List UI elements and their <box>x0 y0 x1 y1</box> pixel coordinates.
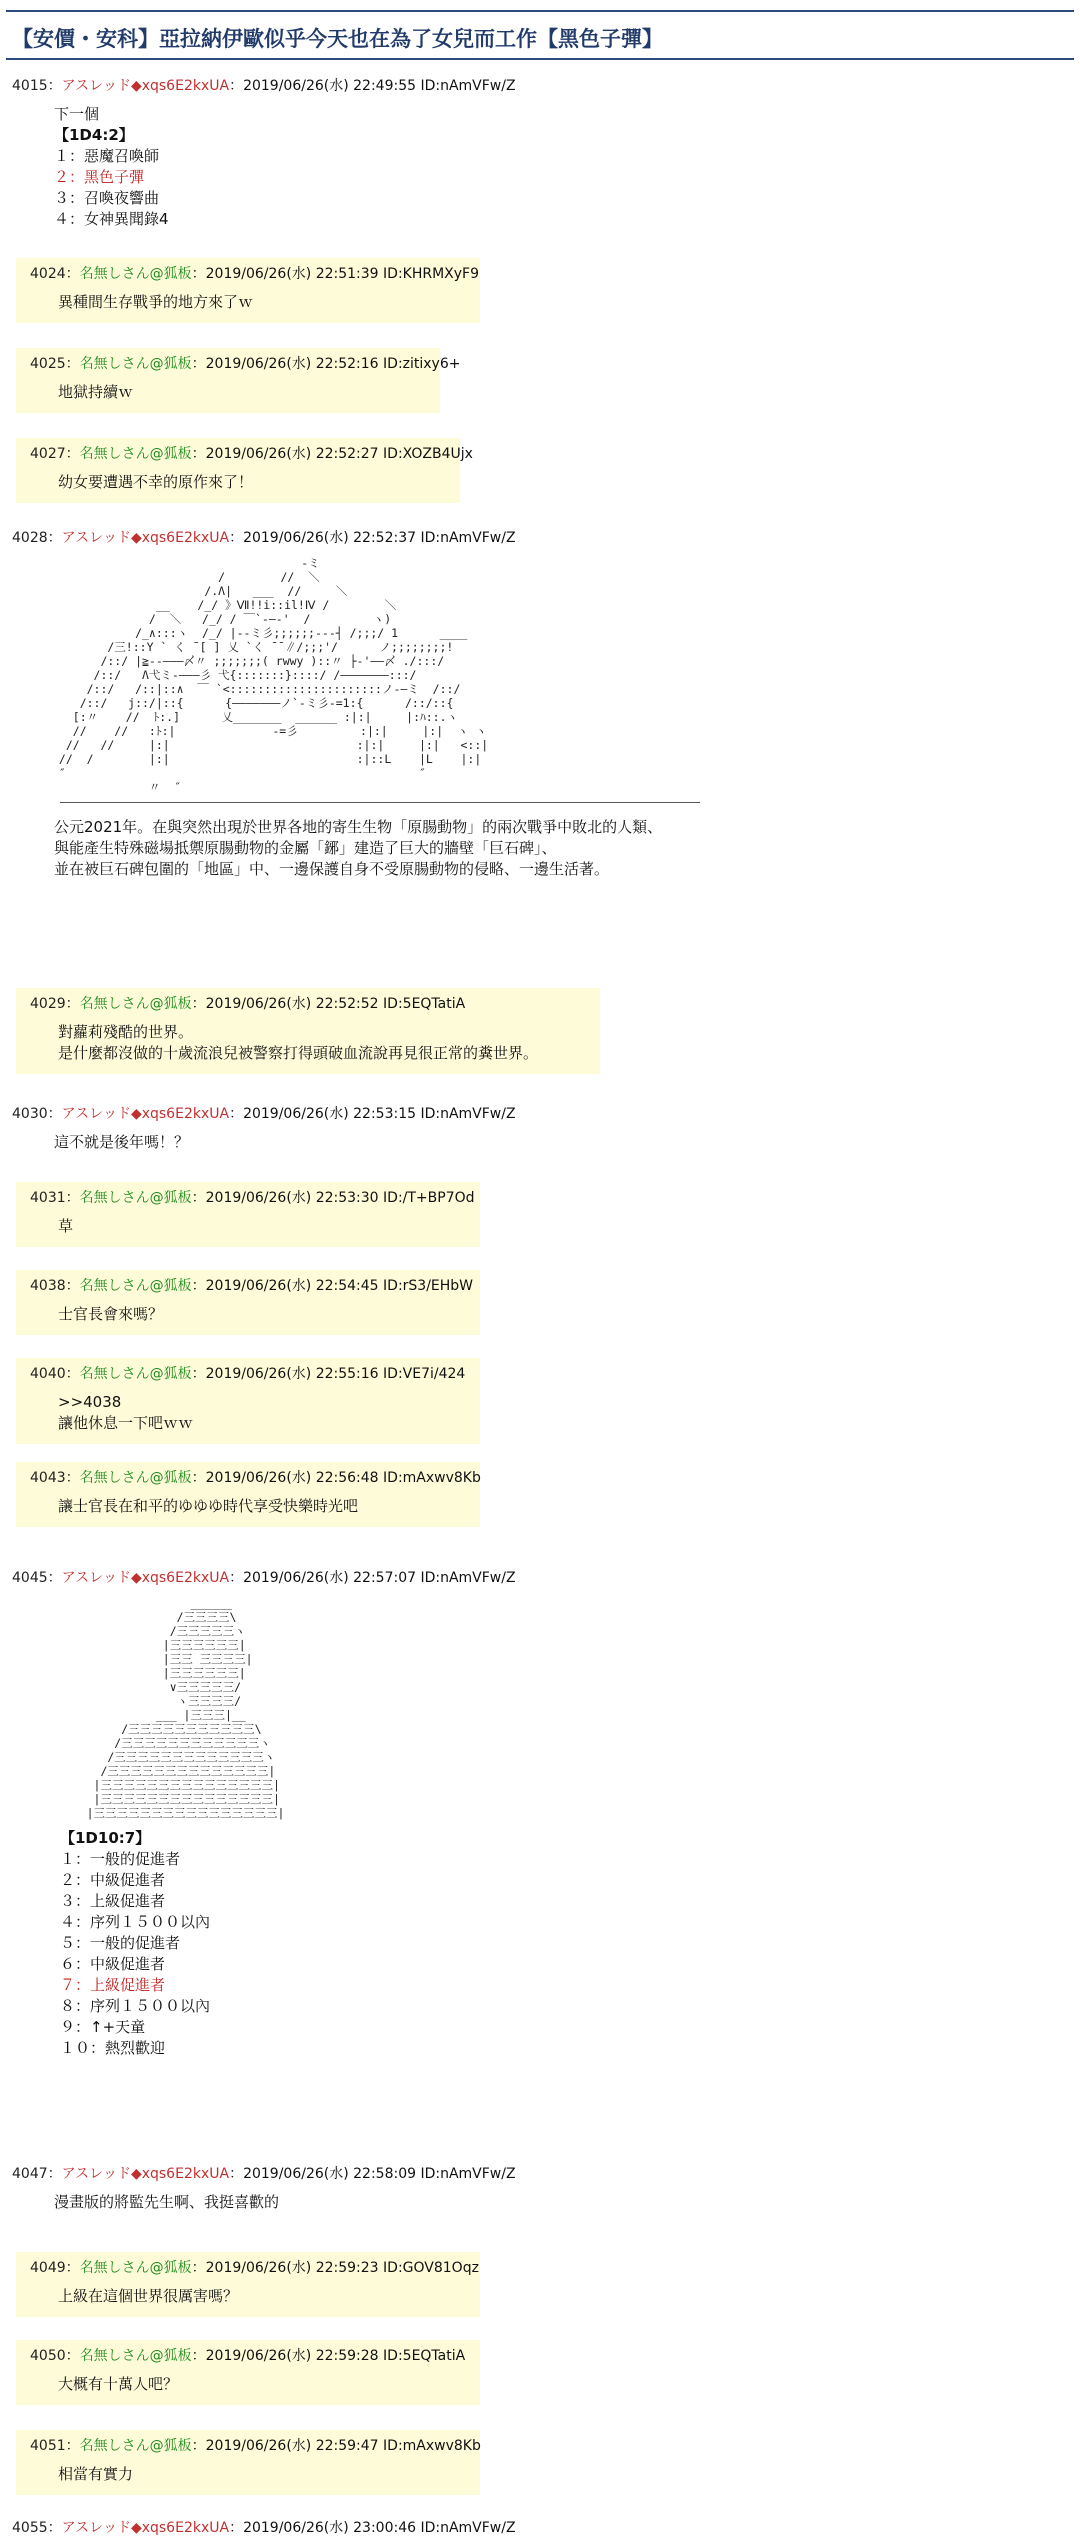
post-header: 4029：名無しさん@狐板：2019/06/26(水) 22:52:52 ID:5EQTatiA <box>30 996 466 1012</box>
post-number[interactable]: 4015 <box>12 78 48 94</box>
post-body <box>30 374 430 403</box>
post-body <box>12 1820 516 2059</box>
post-header: 4015：アスレッド◆xqs6E2kxUA：2019/06/26(水) 22:49:55 ID:nAmVFw/Z <box>12 78 516 94</box>
post-date: 2019/06/26(水) 22:59:23 ID:GOV81Oqz <box>205 2260 479 2276</box>
post-number[interactable]: 4030 <box>12 1106 48 1122</box>
post-date: 2019/06/26(水) 22:53:15 ID:nAmVFw/Z <box>243 1106 516 1122</box>
poster-name: アスレッド <box>61 2520 131 2536</box>
post-date: 2019/06/26(水) 22:51:39 ID:KHRMXyF9 <box>205 266 480 282</box>
poster-name: アスレッド <box>61 78 131 94</box>
post-line: ３：召喚夜響曲 <box>54 189 160 207</box>
post <box>12 76 516 230</box>
poster-name: 名無しさん@狐板 <box>79 356 192 372</box>
post-date: 2019/06/26(水) 22:53:30 ID:/T+BP7Od <box>205 1190 475 1206</box>
post-body <box>12 1124 516 1153</box>
poster-name: 名無しさん@狐板 <box>79 996 192 1012</box>
post-line: 並在被巨石碑包圍的「地區」中、一邊保護自身不受原腸動物的侵略、一邊生活著。 <box>54 860 610 878</box>
ascii-art-monster: ‐ミ / // ＼ /.Λ| ___ // ＼ __ /_/ 》Ⅶ!!i::il!Ⅳ / ＼ / ＼ /_/ / ￣`-―-' / ヽ) /_∧:::ヽ /_/ |--ミ彡;;;;;;--‐┤ /;;;/ 1 ____ /三!::Y ` く ̄ [ ] 乂 `く ̄ ̄ ∥/;;;'/ ノ;;;;;;;;! /::/ |≧-‐―――〆〃 ;;;;;;;( rwwy )::〃 ├‐'――〆 ./:::/ /::/ Λ弋ミ‐―――彡 弋{:::::::}::::/ /―――――――:::/ /::/ /::|::∧ ￣ `<::::::::::::::::::::::ノ‐―ミ /::/ /::/ j::/|::{ {―――――――ノ`‐ミ彡‐=1:{ /::/::{ [:〃 // ﾄ:.] 乂_______ ______ :|:| |:ﾊ::.ヽ // // :ﾄ:| ‐=彡 :|:| |:| ヽ ヽ // // |:| :|:| |:| <::| // / |:| :|::L |L |:| ″ ″ 〃 ″ <box>58 556 489 794</box>
tripcode: ◆xqs6E2kxUA <box>130 530 230 546</box>
post-number[interactable]: 4027 <box>30 446 66 462</box>
post <box>16 1182 480 1247</box>
poster-name: アスレッド <box>61 1570 131 1586</box>
tripcode: ◆xqs6E2kxUA <box>130 2166 230 2182</box>
post-body <box>12 2184 516 2213</box>
post-number[interactable]: 4051 <box>30 2438 66 2454</box>
post-header: 4024：名無しさん@狐板：2019/06/26(水) 22:51:39 ID:KHRMXyF9 <box>30 266 480 282</box>
post-line: ９：↑+天童 <box>60 2018 146 2036</box>
post-number[interactable]: 4045 <box>12 1570 48 1586</box>
post <box>16 348 461 413</box>
post <box>12 528 700 880</box>
post-header: 4049：名無しさん@狐板：2019/06/26(水) 22:59:23 ID:GOV81Oqz <box>30 2260 479 2276</box>
post-line: 地獄持續ｗ <box>58 383 134 401</box>
poster-name: 名無しさん@狐板 <box>79 1366 192 1382</box>
post-line: １０：熱烈歡迎 <box>60 2039 166 2057</box>
divider <box>60 802 700 803</box>
post <box>16 1462 480 1527</box>
post-line: ２：中級促進者 <box>60 1871 166 1889</box>
post-line: 下一個 <box>54 105 100 123</box>
post-line: 讓士官長在和平的ゆゆゆ時代享受快樂時光吧 <box>58 1497 359 1515</box>
post-line: 相當有實力 <box>58 2465 134 2483</box>
post-body <box>30 1384 470 1434</box>
post-date: 2019/06/26(水) 22:59:47 ID:mAxwv8Kb <box>205 2438 481 2454</box>
post-number[interactable]: 4043 <box>30 1470 66 1486</box>
post-line: 【1D4:2】 <box>54 126 134 144</box>
post-date: 2019/06/26(水) 22:54:45 ID:rS3/EHbW <box>205 1278 474 1294</box>
poster-name: 名無しさん@狐板 <box>79 1278 192 1294</box>
post-body <box>30 284 470 313</box>
post-number[interactable]: 4047 <box>12 2166 48 2182</box>
post-line: ８：序列１５００以內 <box>60 1997 211 2015</box>
post-date: 2019/06/26(水) 23:00:46 ID:nAmVFw/Z <box>243 2520 516 2536</box>
post-line: ５：一般的促進者 <box>60 1934 181 1952</box>
tripcode: ◆xqs6E2kxUA <box>130 1106 230 1122</box>
tripcode: ◆xqs6E2kxUA <box>130 1570 230 1586</box>
poster-name: アスレッド <box>61 530 131 546</box>
post-line: 大概有十萬人吧？ <box>58 2375 179 2393</box>
post-number[interactable]: 4031 <box>30 1190 66 1206</box>
post-body <box>30 2456 470 2485</box>
post-date: 2019/06/26(水) 22:59:28 ID:5EQTatiA <box>205 2348 466 2364</box>
post-line: 幼女要遭遇不幸的原作來了！ <box>58 473 254 491</box>
post <box>12 1104 516 1153</box>
poster-name: 名無しさん@狐板 <box>79 2260 192 2276</box>
post-line: ７：上級促進者 <box>60 1976 166 1994</box>
post-header: 4045：アスレッド◆xqs6E2kxUA：2019/06/26(水) 22:57:07 ID:nAmVFw/Z <box>12 1570 516 1586</box>
post <box>12 2164 516 2213</box>
post-line: 讓他休息一下吧ｗｗ <box>58 1414 194 1432</box>
post-date: 2019/06/26(水) 22:56:48 ID:mAxwv8Kb <box>205 1470 481 1486</box>
post-header: 4025：名無しさん@狐板：2019/06/26(水) 22:52:16 ID:zitixy6+ <box>30 356 461 372</box>
post <box>16 1358 480 1444</box>
ascii-art-figure: ______ /三三三三\ /三三三三三ヽ |三三三三三三| |三三 三三三三| |三三三三三三| ∨三三三三三/ ヽ三三三三/ ___ |三三三|__ /三三三三三三三三三三三\ /三三三三三三三三三三三三ヽ /三三三三三三三三三三三三三ヽ /三三三三三三三三三三三三三三| |三三三三三三三三三三三三三三三| |三三三三三三三三三三三三三三三| |三三三三三三三三三三三三三三三三| <box>86 1596 285 1820</box>
poster-name: 名無しさん@狐板 <box>79 2348 192 2364</box>
post-date: 2019/06/26(水) 22:52:52 ID:5EQTatiA <box>205 996 466 1012</box>
post-number[interactable]: 4049 <box>30 2260 66 2276</box>
post-number[interactable]: 4050 <box>30 2348 66 2364</box>
post-header: 4050：名無しさん@狐板：2019/06/26(水) 22:59:28 ID:5EQTatiA <box>30 2348 466 2364</box>
tripcode: ◆xqs6E2kxUA <box>130 2520 230 2536</box>
post-number[interactable]: 4028 <box>12 530 48 546</box>
post-date: 2019/06/26(水) 22:57:07 ID:nAmVFw/Z <box>243 1570 516 1586</box>
tripcode: ◆xqs6E2kxUA <box>130 78 230 94</box>
post-number[interactable]: 4055 <box>12 2520 48 2536</box>
post-line: ６：中級促進者 <box>60 1955 166 1973</box>
post-number[interactable]: 4038 <box>30 1278 66 1294</box>
post <box>12 2518 516 2538</box>
post-line: 【1D10:7】 <box>60 1829 151 1847</box>
post-line: ３：上級促進者 <box>60 1892 166 1910</box>
post-body <box>30 1014 590 1064</box>
post-date: 2019/06/26(水) 22:52:16 ID:zitixy6+ <box>205 356 461 372</box>
post <box>16 438 473 503</box>
post <box>16 2430 480 2495</box>
post-number[interactable]: 4025 <box>30 356 66 372</box>
poster-name: 名無しさん@狐板 <box>79 2438 192 2454</box>
post-number[interactable]: 4040 <box>30 1366 66 1382</box>
post-date: 2019/06/26(水) 22:58:09 ID:nAmVFw/Z <box>243 2166 516 2182</box>
post <box>16 258 480 323</box>
post-line: 這不就是後年嗎！？ <box>54 1133 190 1151</box>
post-body <box>30 1208 470 1237</box>
post-header: 4040：名無しさん@狐板：2019/06/26(水) 22:55:16 ID:VE7i/424 <box>30 1366 466 1382</box>
post-header: 4028：アスレッド◆xqs6E2kxUA：2019/06/26(水) 22:52:37 ID:nAmVFw/Z <box>12 530 516 546</box>
post-line: 對蘿莉殘酷的世界。 <box>58 1023 194 1041</box>
post-line: １：惡魔召喚師 <box>54 147 160 165</box>
post-body <box>30 464 450 493</box>
post-header: 4055：アスレッド◆xqs6E2kxUA：2019/06/26(水) 23:00:46 ID:nAmVFw/Z <box>12 2520 516 2536</box>
post <box>16 1270 480 1335</box>
poster-name: アスレッド <box>61 2166 131 2182</box>
poster-name: アスレッド <box>61 1106 131 1122</box>
post-line: 漫畫版的將監先生啊、我挺喜歡的 <box>54 2193 280 2211</box>
post-header: 4051：名無しさん@狐板：2019/06/26(水) 22:59:47 ID:mAxwv8Kb <box>30 2438 481 2454</box>
post <box>16 2340 480 2405</box>
post-line: ２：黑色子彈 <box>54 168 145 186</box>
post-line: 上級在這個世界很厲害嗎？ <box>58 2287 239 2305</box>
post-body <box>30 1488 470 1517</box>
post-body <box>30 2366 470 2395</box>
post-body <box>12 96 516 230</box>
post-body <box>30 1296 470 1325</box>
post-line: 是什麼都沒做的十歲流浪兒被警察打得頭破血流說再見很正常的糞世界。 <box>58 1044 539 1062</box>
post-date: 2019/06/26(水) 22:55:16 ID:VE7i/424 <box>205 1366 466 1382</box>
post-line: １：一般的促進者 <box>60 1850 181 1868</box>
post-header: 4043：名無しさん@狐板：2019/06/26(水) 22:56:48 ID:mAxwv8Kb <box>30 1470 481 1486</box>
post-line: 與能產生特殊磁場抵禦原腸動物的金屬「鋣」建造了巨大的牆壁「巨石碑」、 <box>54 839 557 857</box>
post-header: 4027：名無しさん@狐板：2019/06/26(水) 22:52:27 ID:XOZB4Ujx <box>30 446 473 462</box>
post <box>16 988 600 1074</box>
post-body <box>12 809 700 880</box>
post-header: 4031：名無しさん@狐板：2019/06/26(水) 22:53:30 ID:/T+BP7Od <box>30 1190 475 1206</box>
poster-name: 名無しさん@狐板 <box>79 1190 192 1206</box>
poster-name: 名無しさん@狐板 <box>79 266 192 282</box>
post-line: >>4038 <box>58 1393 122 1411</box>
post-line: ４：女神異聞錄4 <box>54 210 169 228</box>
post-line: 公元2021年。在與突然出現於世界各地的寄生生物「原腸動物」的兩次戰爭中敗北的人類、 <box>54 818 663 836</box>
page-title: 【安價・安科】亞拉納伊歐似乎今天也在為了女兒而工作【黑色子彈】 <box>6 10 1074 60</box>
post-line: 士官長會來嗎？ <box>58 1305 164 1323</box>
post-header: 4030：アスレッド◆xqs6E2kxUA：2019/06/26(水) 22:53:15 ID:nAmVFw/Z <box>12 1106 516 1122</box>
poster-name: 名無しさん@狐板 <box>79 446 192 462</box>
post-date: 2019/06/26(水) 22:49:55 ID:nAmVFw/Z <box>243 78 516 94</box>
post-line: ４：序列１５００以內 <box>60 1913 211 1931</box>
post-number[interactable]: 4024 <box>30 266 66 282</box>
post-body <box>30 2278 470 2307</box>
post-line: 異種間生存戰爭的地方來了ｗ <box>58 293 254 311</box>
post-header: 4038：名無しさん@狐板：2019/06/26(水) 22:54:45 ID:rS3/EHbW <box>30 1278 474 1294</box>
post <box>16 2252 480 2317</box>
post-date: 2019/06/26(水) 22:52:27 ID:XOZB4Ujx <box>205 446 473 462</box>
poster-name: 名無しさん@狐板 <box>79 1470 192 1486</box>
post-date: 2019/06/26(水) 22:52:37 ID:nAmVFw/Z <box>243 530 516 546</box>
post-line: 草 <box>58 1217 74 1235</box>
post-number[interactable]: 4029 <box>30 996 66 1012</box>
post <box>12 1568 516 2059</box>
post-header: 4047：アスレッド◆xqs6E2kxUA：2019/06/26(水) 22:58:09 ID:nAmVFw/Z <box>12 2166 516 2182</box>
